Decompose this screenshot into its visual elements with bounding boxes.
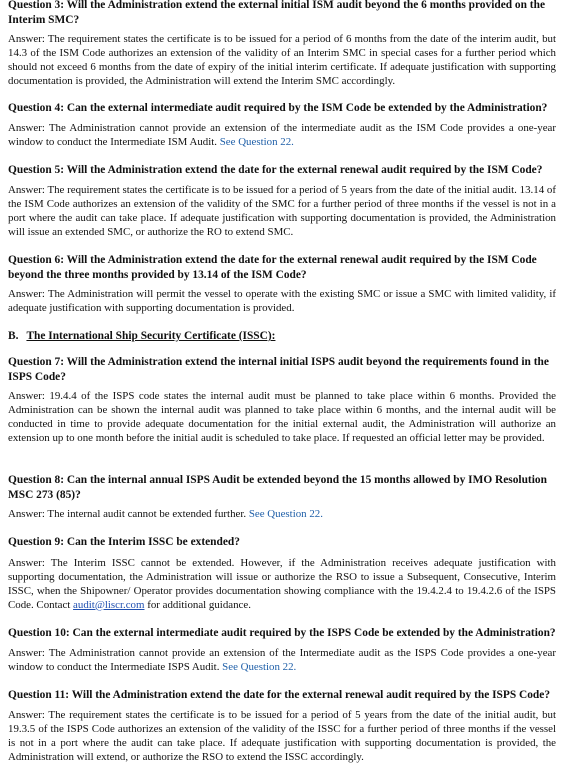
section-b-heading — [8, 329, 556, 344]
see-question-22-link[interactable]: See Question 22. — [219, 135, 294, 148]
question-11-answer: Answer: The requirement states the certificate is to be issued for a period of 5 years from the date of the initial audit, but 19.3.5 of the ISPS Code authorizes an extension of the validity of the ISSC for a further period of three months if the vessel is not in a port where the audit can take place. If adequate justification with supporting documentation is provided, the Administration will extend, or authorize the RSO to extend the ISSC accordingly. — [8, 709, 556, 763]
question-3-heading: Question 3: Will the Administration extend the external initial ISM audit beyond the 6 months provided on the Interim SMC? — [8, 0, 545, 26]
question-4-answer-text: Answer: The Administration cannot provide an extension of the intermediate audit as the ISM Code provides a one-year window to conduct the Intermediate ISM Audit. — [8, 122, 556, 148]
question-8-answer-text: Answer: The internal audit cannot be extended further. — [8, 508, 247, 520]
question-4-answer — [8, 122, 556, 150]
question-10-heading: Question 10: Can the external intermediate audit required by the ISPS Code be extended by the Administration? — [8, 627, 556, 639]
question-9-heading: Question 9: Can the Interim ISSC be extended? — [8, 536, 240, 548]
question-3-answer: Answer: The requirement states the certificate is to be issued for a period of 6 months from the date of the interim audit, but 14.3 of the ISM Code authorizes an extension of the validity of an Interim SMC in special cases for a further period which should not exceed 6 months from the date of expiry of the initial interim certificate. If adequate justification with supporting documentation is provided, the Administration will extend the Interim SMC accordingly. — [8, 33, 556, 87]
question-5-answer: Answer: The requirement states the certificate is to be issued for a period of 5 years from the date of the initial audit. 13.14 of the ISM Code authorizes an extension of the validity of the SMC for a further period of three months if the vessel is not in a port where the audit can take place. If adequate justification with supporting documentation is provided, the Administration will issue an extended SMC, or authorize the RO to extend SMC. — [8, 184, 556, 238]
question-6-heading: Question 6: Will the Administration extend the date for the external renewal audit required by the ISM Code beyond the three months provided by 13.14 of the ISM Code? — [8, 254, 537, 281]
section-b-title: The International Ship Security Certificate (ISSC): — [26, 330, 276, 342]
question-9-answer — [8, 557, 556, 613]
section-b-marker: B. — [8, 330, 19, 342]
question-10-answer — [8, 647, 556, 675]
question-6-answer: Answer: The Administration will permit the vessel to operate with the existing SMC or issue a SMC with limited validity, if adequate justification with supporting documentation is provided. — [8, 288, 556, 314]
question-4-heading: Question 4: Can the external intermediate audit required by the ISM Code be extended by the Administration? — [8, 102, 548, 114]
question-8-answer — [8, 508, 556, 522]
question-7-heading: Question 7: Will the Administration extend the internal initial ISPS audit beyond the requirements found in the ISPS Code? — [8, 356, 549, 383]
question-5-heading: Question 5: Will the Administration extend the date for the external renewal audit required by the ISM Code? — [8, 164, 543, 176]
question-10-answer-text: Answer: The Administration cannot provide an extension of the Intermediate audit as the ISPS Code provides a one-year window to conduct the Intermediate ISPS Audit. — [8, 647, 556, 673]
audit-email-link[interactable]: audit@liscr.com — [73, 598, 145, 611]
see-question-22-link[interactable]: See Question 22. — [222, 660, 297, 673]
question-7-answer: Answer: 19.4.4 of the ISPS code states the internal audit must be planned to take place within 6 months. Provided the Administration can be shown the internal audit was planned to take place within 6 months, and the internal audit will be conducted in time to provide adequate documentation for the initial external audit, the Administration will authorize an extension up to one month before the initial audit is scheduled to take place. If requested an official letter may be provided. — [8, 390, 556, 444]
question-9-answer-tail: for additional guidance. — [147, 598, 251, 611]
question-9-answer-text: Answer: The Interim ISSC cannot be extended. However, if the Administration receives adequate justification with supporting documentation, the Administration will issue or authorize the RSO to issue a Subsequent, Consecutive, Interim ISSC, when the Shipowner/ Operator provides documentation showing compliance with the 19.4.2.4 to 19.4.2.6 of the ISPS Code. Contact — [8, 557, 556, 611]
see-question-22-link[interactable]: See Question 22. — [248, 508, 323, 520]
question-8-heading: Question 8: Can the internal annual ISPS Audit be extended beyond the 15 months allowed by IMO Resolution MSC 273 (85)? — [8, 474, 547, 501]
question-11-heading: Question 11: Will the Administration extend the date for the external renewal audit required by the ISPS Code? — [8, 689, 551, 701]
